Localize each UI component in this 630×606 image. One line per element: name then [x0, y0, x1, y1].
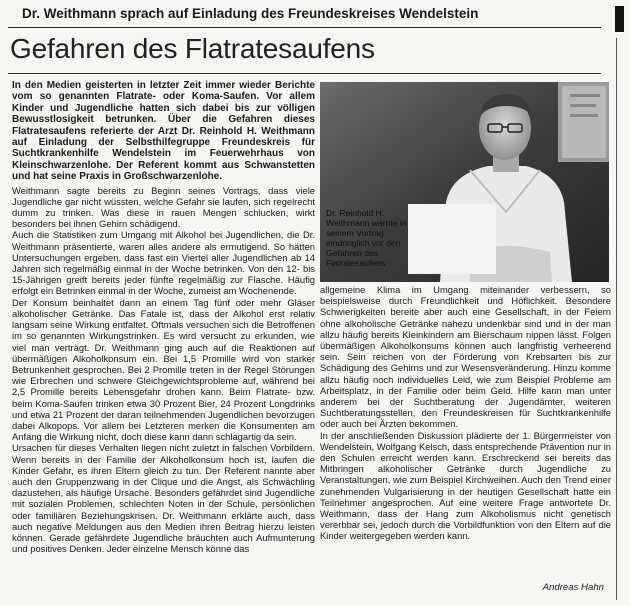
lead-paragraph: In den Medien geisterten in letzter Zeit immer wieder Berichte vom so genannten Flatrate- oder Koma-Saufen. Vor allem Kinder und Jugendliche hatten sich dabei bis zur völligen Bewusstlosigkeit betrunken. Über die Gefahren dieses Flatratesaufens referierte der Arzt Dr. Reinhold H. Weithmann auf Einladung der Selbsthilfegruppe Freundeskreis für Suchtkrankenhilfe Wendelstein im Feuerwehrhaus von Kleinschwarzenlohe. Der Referent kommt aus Schwanstetten und hat seine Praxis in Großschwarzenlohe.	[12, 80, 315, 183]
kicker-line: Dr. Weithmann sprach auf Einladung des Freundeskreises Wendelstein	[22, 6, 479, 21]
article-column-right	[320, 284, 611, 542]
edge-marker	[615, 6, 624, 32]
body-paragraph: Ursachen für dieses Verhalten liegen nicht zuletzt in falschen Vorbildern. Wenn bereits in der Familie der Alkoholkonsum hoch ist, laufen die Kinder Gefahr, es ihren Eltern gleich zu tun. Der Referent nannte aber auch den Gruppenzwang in der Clique und die Angst, als Schwächling dazustehen, als häufige Ursache. Besonders gefährdet sind Jugendliche mit sozialen Problemen, schlechten Noten in der Schule, persönlichen oder familiären Beziehungskrisen. Dr. Weithmann erklärte auch, dass auch negative Meldungen aus den Medien ihren Beitrag hierzu leisten können. Gerade gefährdete Jugendliche bräuchten auch Aufmunterung und positives Denken. Jeder einzelne Mensch könne das	[12, 442, 315, 555]
column-rule	[616, 38, 617, 600]
body-paragraph: In der anschließenden Diskussion plädierte der 1. Bürgermeister von Wendelstein, Wolfgang Kelsch, dass entsprechende Prävention nur in den Schulen erreicht werden kann. Erschreckend sei bereits das Mitbringen alkoholischer Getränke durch Jugendliche zu Veranstaltungen, wie zum Beispiel Kirchweihen. Auch den Trend einer zunehmenden Vulgarisierung in der heutigen Gesellschaft hatte ein Teilnehmer angesprochen. Auf eine weitere Frage antwortete Dr. Weithmann, dass der Hang zum Alkoholismus nicht genetisch vererbbar sei, jedoch durch die Vorbildfunktion von den Eltern auf die Kinder weitergegeben werden kann.	[320, 429, 611, 542]
headline: Gefahren des Flatratesaufens	[10, 33, 375, 64]
body-paragraph: allgemeine Klima im Umgang miteinander verbessern, so beispielsweise durch Freundlichkeit und Höflichkeit. Besondere Schwierigkeiten bereite aber auch eine Gesellschaft, in der Feiern ohne alkoholische Getränke nahezu undenkbar sind und in der man allzu häufig bereits Kleinkindern am Bierschaum nippen lässt. Folgen übermäßigen Alkoholkonsums können auch langfristig verheerend sein. Sein reichen von der Förderung von Krebsarten bis zur Schädigung des Gehirns und zur Wesensveränderung. Hinzu komme allzu häufig noch individuelles Leid, wie zum Beispiel Probleme am Arbeitsplatz, in der Familie oder beim Geld. Hilfe kann man unter anderem bei der Suchtberatung der Jugendämter, weiteren Suchtberatungsstellen, den Freundeskreisen für Suchtkrankenhilfe oder auch bei Ärzten bekommen.	[320, 284, 611, 430]
kicker-rule	[8, 27, 601, 28]
headline-rule	[8, 73, 601, 74]
photo-caption: Dr. Reinhold H. Weithmann warnte in seinem Vortrag eindringlich vor den Gefahren des Flatratesaufens	[326, 208, 407, 268]
body-paragraph: Der Konsum beinhaltet dann an einem Tag fünf oder mehr Gläser alkoholischer Getränke. Das Fatale ist, dass der Alkohol erst relativ langsam seine Wirkung entfaltet. Oftmals versuchen sich die Betroffenen im so genannten Wirkungstrinken. Es wird versucht zu erkunden, wie viel man verträgt. Dr. Weithmann ging auch auf die Reaktionen auf übermäßigen Alkoholkonsum ein. Bei 1,5 Promille wird von starker Betrunkenheit gesprochen. Bei 2 Promille treten in der Regel Störungen wie Erbrechen und schwere Gleichgewichtsprobleme auf, während bei 2,5 Promille bereits Lebensgefahr drohen kann. Beim Flatrate- bzw. beim Koma-Saufen trinken etwa 30 Prozent Bier, 24 Prozent Longdrinks und etwa 21 Prozent der daran teilnehmenden Jugendlichen bevorzugen dabei Alkopops. Vor allem bei Letzteren merken die Konsumenten am Anfang die Wirkung nicht, doch diese kann dann schlagartig da sein.	[12, 296, 315, 443]
body-paragraph: Weithmann sagte bereits zu Beginn seines Vortrags, dass viele Jugendliche gar nicht wüssten, welche Gefahr sie laufen, sich regelrecht dumm zu trinken. Was diese in rauen Mengen schlucken, wirkt besonders bei ihnen Gehirn schädigend.	[12, 184, 315, 230]
author-byline: Andreas Hahn	[542, 582, 604, 593]
body-paragraph: Auch die Statistiken zum Umgang mit Alkohol bei Jugendlichen, die Dr. Weithmann präsentierte, waren alles andere als ermutigend. So hätten Untersuchungen ergeben, dass fast ein Viertel aller Jugendlichen ab 14 Jahren sich regelmäßig einmal in der Woche betrinken. Von den 12- bis 15-Jährigen greift bereits jeder fünfte regelmäßig zur Flasche. Häufig erfolgt ein Betrinken einmal in der Woche, zumeist am Wochenende.	[12, 229, 315, 297]
article-column-left	[12, 80, 315, 554]
